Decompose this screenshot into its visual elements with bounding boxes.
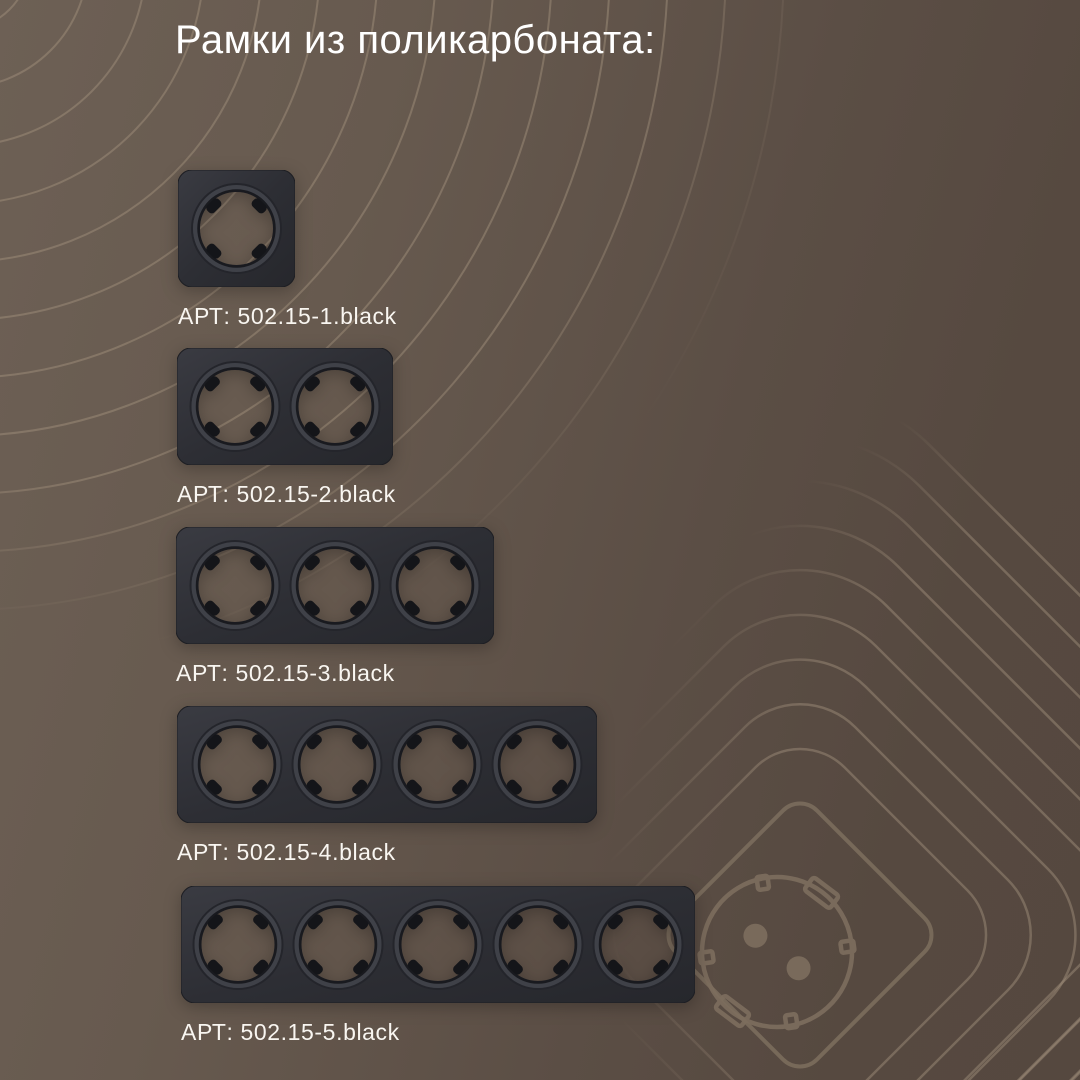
product-art-label: АРТ: 502.15-3.black	[176, 660, 395, 686]
product-art-label: АРТ: 502.15-5.black	[181, 1019, 400, 1045]
page-title: Рамки из поликарбоната:	[175, 18, 656, 62]
product-art-label: АРТ: 502.15-4.black	[177, 839, 396, 865]
product-2-gang	[177, 348, 396, 508]
corner-diamond-contours	[930, 920, 1080, 1080]
frame-image-5-gang	[181, 886, 695, 1003]
product-art-label: АРТ: 502.15-2.black	[177, 481, 396, 507]
frame-image-3-gang	[176, 527, 494, 644]
product-art-label: АРТ: 502.15-1.black	[178, 303, 397, 329]
frame-image-1-gang	[178, 170, 397, 287]
product-4-gang	[177, 706, 597, 866]
frame-image-4-gang	[177, 706, 597, 823]
schuko-socket-outline-icon	[668, 841, 886, 1062]
product-3-gang	[176, 527, 494, 687]
socket-island-diamond	[659, 794, 942, 1077]
frame-image-2-gang	[177, 348, 396, 465]
product-1-gang	[178, 170, 397, 330]
product-5-gang	[181, 886, 695, 1046]
